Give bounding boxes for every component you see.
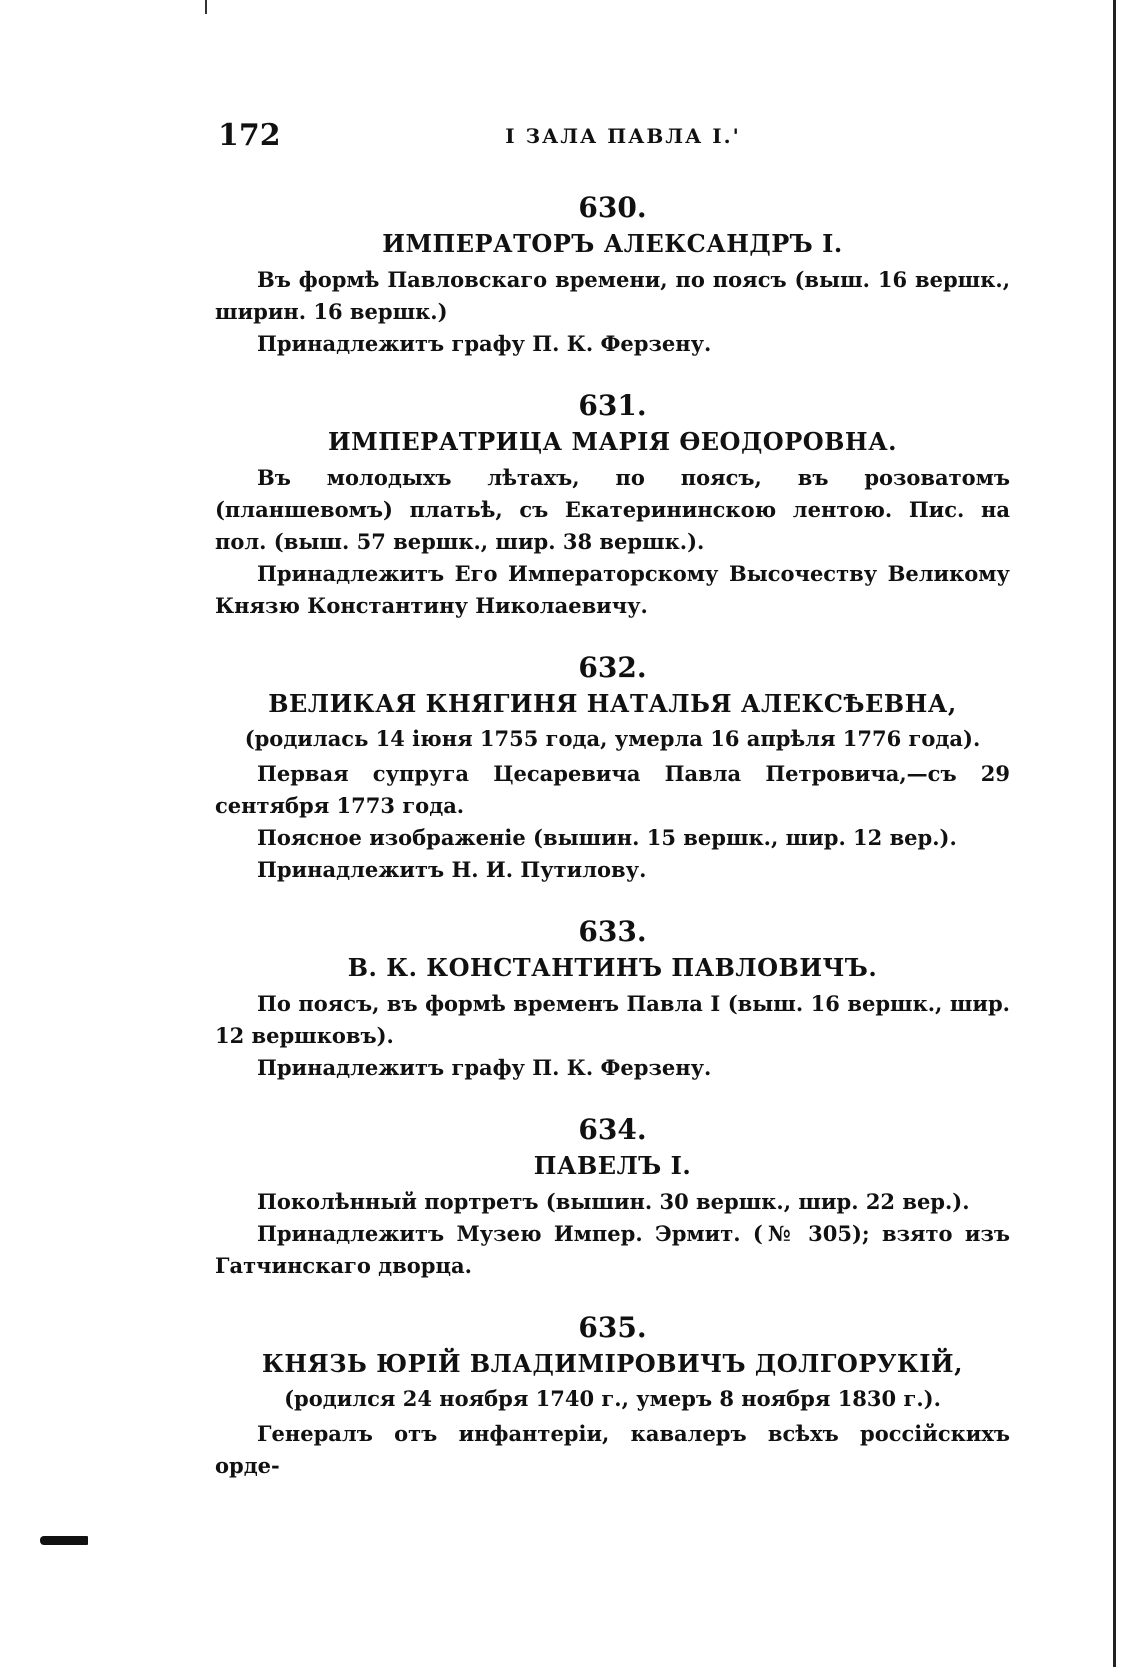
entry-number: 630. <box>578 191 647 224</box>
running-title-mark: ' <box>732 124 741 148</box>
entry-paragraph: Поколѣнный портретъ (вышин. 30 вершк., шир. 22 вер.). <box>257 1189 970 1214</box>
entry-number: 635. <box>578 1311 647 1344</box>
entry-number: 631. <box>578 389 647 422</box>
entry-dates: (родилась 14 іюня 1755 года, умерла 16 апрѣля 1776 года). <box>244 726 981 751</box>
page-number: 172 <box>218 118 281 153</box>
entry-title: ИМПЕРАТОРЪ АЛЕКСАНДРЪ I. <box>382 229 843 258</box>
catalog-entries <box>215 190 1010 1510</box>
entry-paragraph: Поясное изображеніе (вышин. 15 вершк., шир. 12 вер.). <box>257 825 957 850</box>
page-edge-rule <box>1113 0 1116 1667</box>
running-title <box>218 124 1028 148</box>
catalog-entry <box>215 914 1010 1084</box>
entry-paragraph: Въ формѣ Павловскаго времени, по поясъ (выш. 16 вершк., ширин. 16 вершк.) <box>215 267 1010 324</box>
entry-paragraph: Принадлежитъ Музею Импер. Эрмит. (№ 305); взято изъ Гатчинскаго дворца. <box>215 1221 1010 1278</box>
entry-paragraph: Генералъ отъ инфантеріи, кавалеръ всѣхъ россійскихъ орде- <box>215 1421 1010 1478</box>
entry-number: 632. <box>578 651 647 684</box>
page-header <box>218 118 1028 158</box>
entry-title: ИМПЕРАТРИЦА МАРІЯ ѲЕОДОРОВНА. <box>327 427 898 456</box>
entry-paragraph: Въ молодыхъ лѣтахъ, по поясъ, въ розоватомъ (планшевомъ) платьѣ, съ Екатерининскою лентою. Пис. на пол. (выш. 57 вершк., шир. 38 вершк.). <box>215 465 1010 554</box>
catalog-entry <box>215 190 1010 360</box>
catalog-entry <box>215 1310 1010 1482</box>
entry-paragraph: Принадлежитъ графу П. К. Ферзену. <box>257 1055 712 1080</box>
entry-title: ВЕЛИКАЯ КНЯГИНЯ НАТАЛЬЯ АЛЕКСѢЕВНА, <box>268 689 957 718</box>
entry-title: ПАВЕЛЪ I. <box>533 1151 692 1180</box>
entry-number: 633. <box>578 915 647 948</box>
catalog-entry <box>215 1112 1010 1282</box>
entry-paragraph: Принадлежитъ графу П. К. Ферзену. <box>257 331 712 356</box>
entry-paragraph: По поясъ, въ формѣ временъ Павла I (выш. 16 вершк., шир. 12 вершковъ). <box>215 991 1010 1048</box>
running-title-text: I ЗАЛА ПАВЛА I. <box>505 124 733 148</box>
margin-ink-mark <box>40 1536 88 1545</box>
entry-paragraph: Принадлежитъ Его Императорскому Высочеству Великому Князю Константину Николаевичу. <box>215 561 1010 618</box>
entry-dates: (родился 24 ноября 1740 г., умеръ 8 ноября 1830 г.). <box>284 1386 941 1411</box>
entry-paragraph: Принадлежитъ Н. И. Путилову. <box>257 857 647 882</box>
scan-artifact <box>205 0 207 14</box>
entry-number: 634. <box>578 1113 647 1146</box>
entry-paragraph: Первая супруга Цесаревича Павла Петровича,—съ 29 сентября 1773 года. <box>215 761 1010 818</box>
entry-title: В. К. КОНСТАНТИНЪ ПАВЛОВИЧЪ. <box>347 953 878 982</box>
entry-title: КНЯЗЬ ЮРІЙ ВЛАДИМІРОВИЧЪ ДОЛГОРУКІЙ, <box>262 1349 963 1378</box>
catalog-entry <box>215 388 1010 622</box>
catalog-entry <box>215 650 1010 886</box>
